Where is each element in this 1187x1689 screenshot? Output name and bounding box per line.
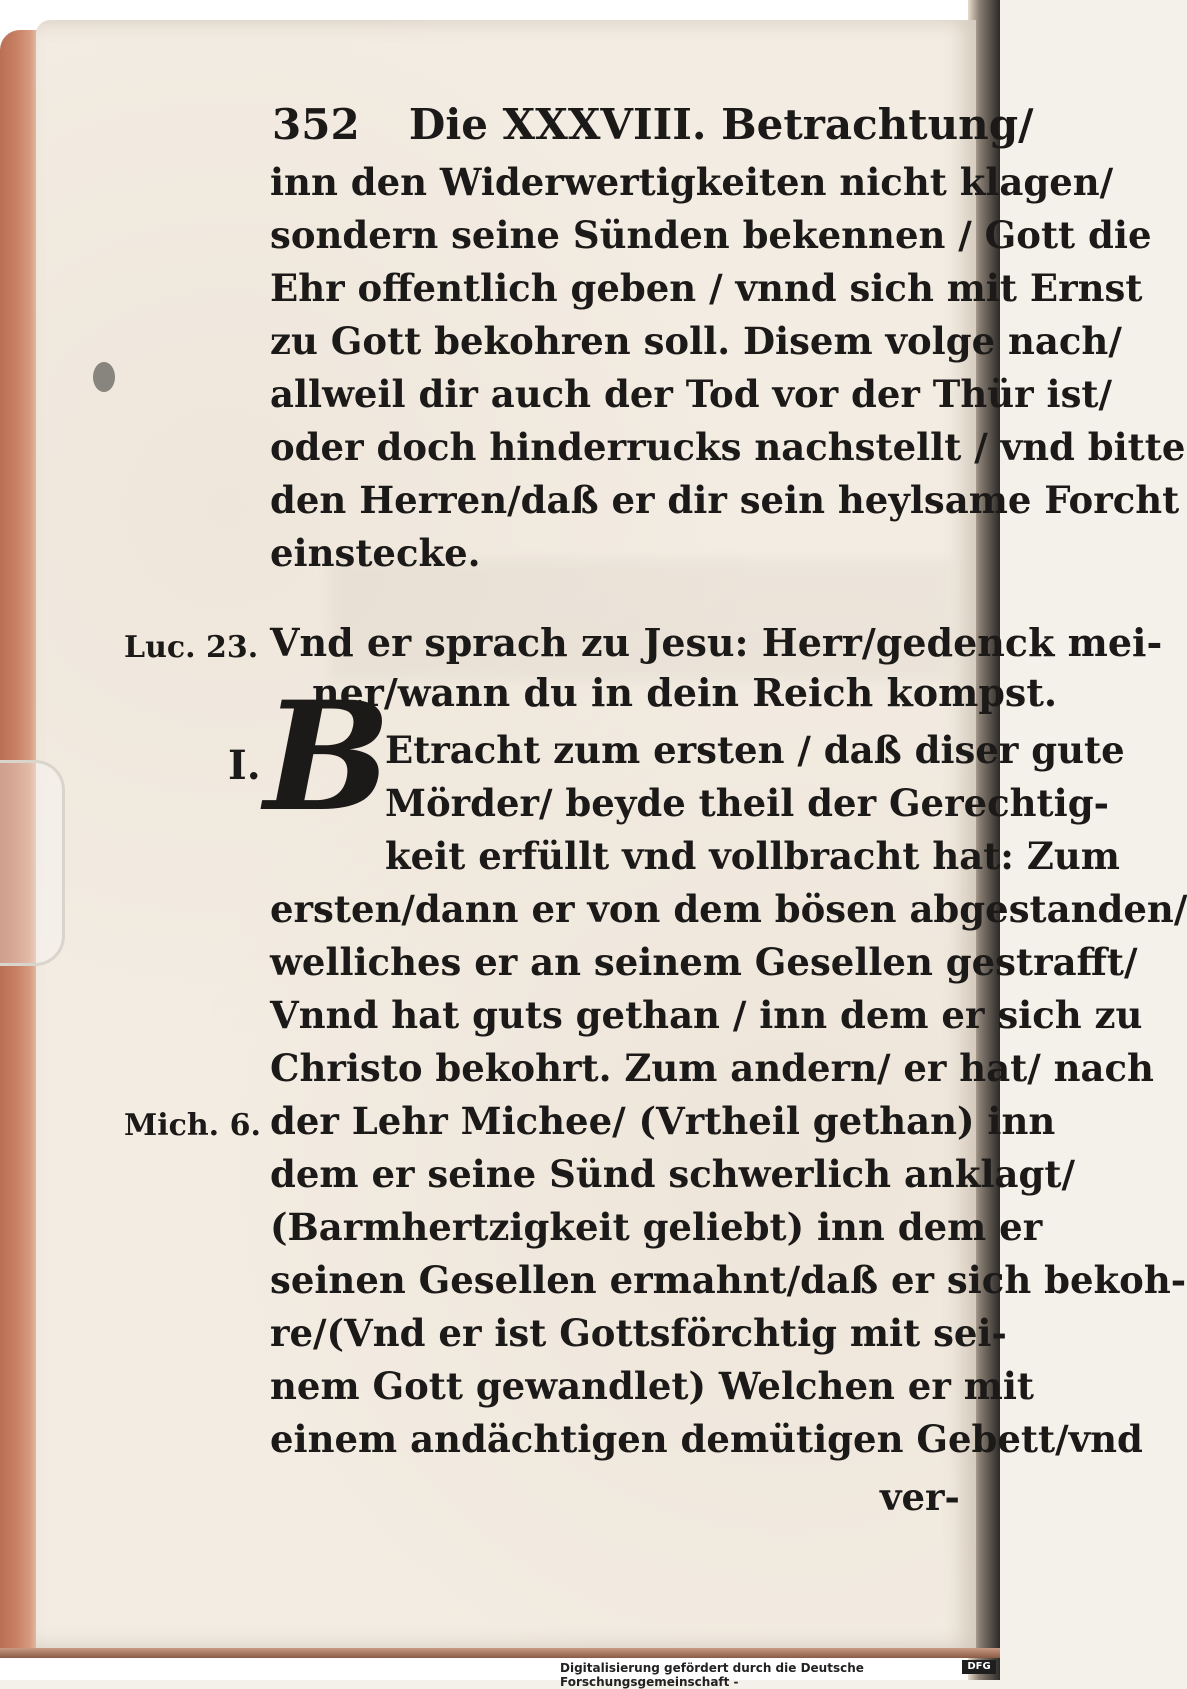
text-line: Vnnd hat guts gethan / inn dem er sich zu	[270, 993, 1143, 1037]
text-line: einstecke.	[270, 531, 481, 575]
text-line: Etracht zum ersten / daß diser gute	[385, 728, 1125, 772]
catchword: ver-	[880, 1475, 960, 1519]
margin-reference: Luc. 23.	[124, 630, 259, 665]
paper-hole	[93, 362, 115, 392]
text-line: Christo bekohrt. Zum andern/ er hat/ nach	[270, 1046, 1154, 1090]
text-line: nem Gott gewandlet) Welchen er mit	[270, 1364, 1034, 1408]
margin-reference: Mich. 6.	[124, 1108, 261, 1143]
text-line: welliches er an seinem Gesellen gestrafft/	[270, 940, 1138, 984]
text-line: seinen Gesellen ermahnt/daß er sich bekoh-	[270, 1258, 1187, 1302]
text-line: Mörder/ beyde theil der Gerechtig-	[385, 781, 1109, 825]
page-number: 352	[272, 100, 360, 149]
text-line: oder doch hinderrucks nachstellt / vnd bitte	[270, 425, 1186, 469]
book-edge-bottom	[0, 1648, 1000, 1658]
text-line: dem er seine Sünd schwerlich anklagt/	[270, 1152, 1075, 1196]
dfg-logo: DFG	[962, 1660, 996, 1674]
section-numeral: I.	[228, 742, 261, 789]
text-line: allweil dir auch der Tod vor der Thür ist/	[270, 372, 1113, 416]
scripture-line: ner/wann du in dein Reich kompst.	[312, 670, 1058, 715]
text-line: den Herren/daß er dir sein heylsame Forcht	[270, 478, 1180, 522]
page-clip	[0, 760, 65, 966]
text-line: re/(Vnd er ist Gottsförchtig mit sei-	[270, 1311, 1007, 1355]
text-line: Ehr offentlich geben / vnnd sich mit Ernst	[270, 266, 1143, 310]
text-line: ersten/dann er von dem bösen abgestanden/	[270, 887, 1187, 931]
scripture-line: Vnd er sprach zu Jesu: Herr/gedenck mei-	[270, 620, 1163, 665]
text-line: zu Gott bekohren soll. Disem volge nach/	[270, 319, 1122, 363]
text-line: inn den Widerwertigkeiten nicht klagen/	[270, 160, 1114, 204]
drop-cap: B	[264, 669, 391, 845]
page-header	[272, 100, 1033, 149]
text-line: einem andächtigen demütigen Gebett/vnd	[270, 1417, 1143, 1461]
text-line: (Barmhertzigkeit geliebt) inn dem er	[270, 1205, 1043, 1249]
text-line: keit erfüllt vnd vollbracht hat: Zum	[385, 834, 1120, 878]
text-line: sondern seine Sünden bekennen / Gott die	[270, 213, 1152, 257]
text-line: der Lehr Michee/ (Vrtheil gethan) inn	[270, 1099, 1056, 1143]
digitization-credit: Digitalisierung gefördert durch die Deutsche Forschungsgemeinschaft -	[560, 1661, 864, 1689]
running-title: Die XXXVIII. Betrachtung/	[408, 100, 1034, 149]
